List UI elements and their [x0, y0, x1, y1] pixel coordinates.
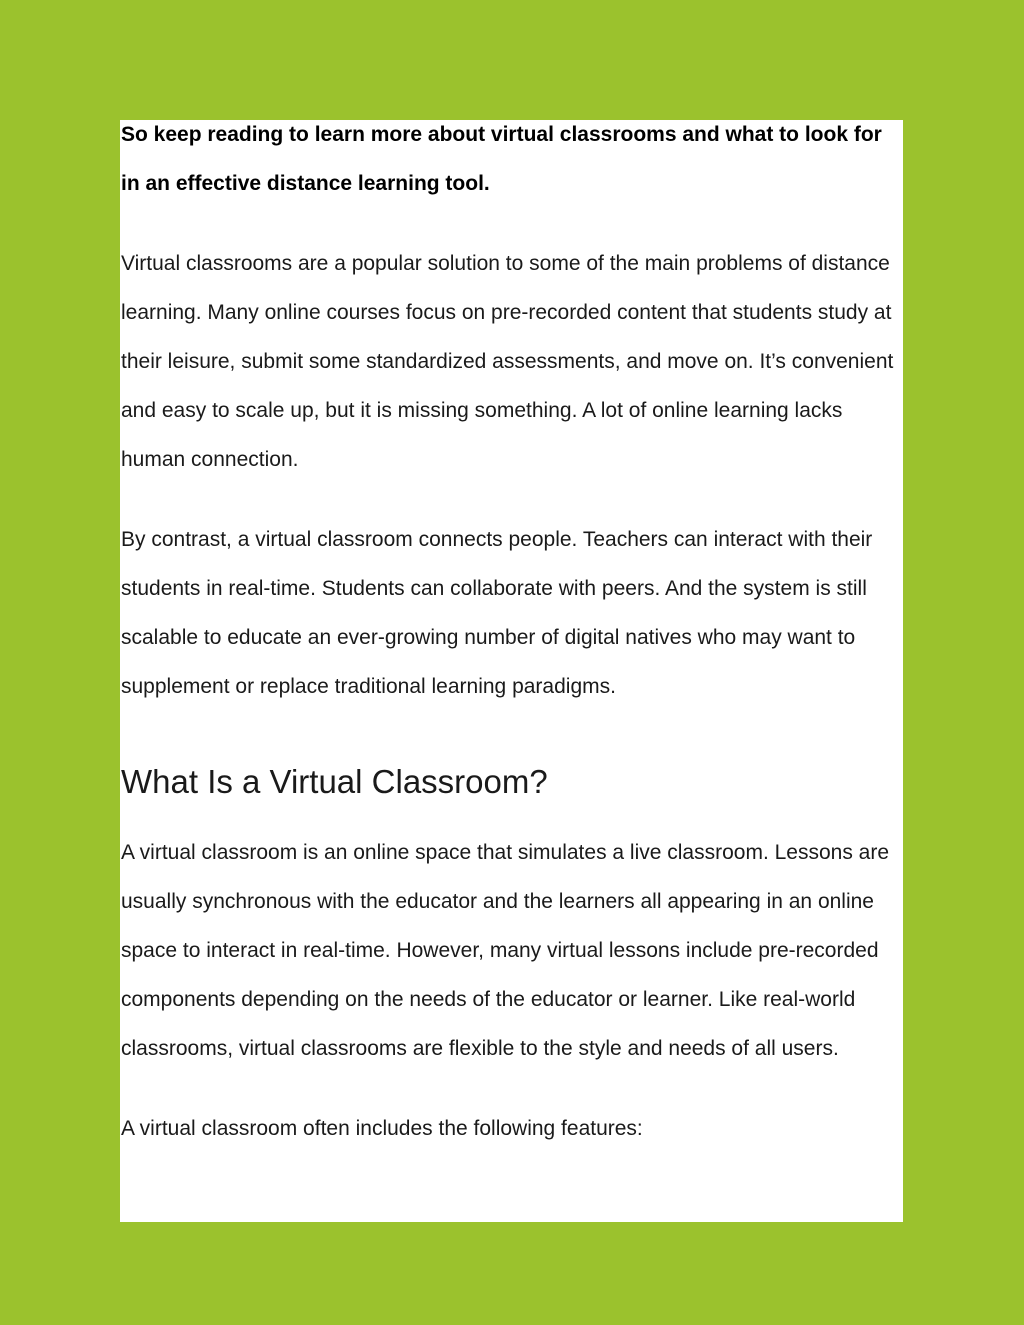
- paragraph-1: Virtual classrooms are a popular solution to some of the main problems of distance learning. Many online courses focus on pre-recorded content that students study at their leisure, submit some standardized assessments, and move on. It’s convenient and easy to scale up, but it is missing something. A lot of online learning lacks human connection.: [121, 252, 894, 471]
- paragraph-3: A virtual classroom is an online space that simulates a live classroom. Lessons are usually synchronous with the educator and the learners all appearing in an online space to interact in real-time. However, many virtual lessons include pre-recorded components depending on the needs of the educator or learner. Like real-world classrooms, virtual classrooms are flexible to the style and needs of all users.: [121, 841, 890, 1060]
- section-heading: What Is a Virtual Classroom?: [121, 763, 548, 800]
- paragraph-2: By contrast, a virtual classroom connects people. Teachers can interact with their students in real-time. Students can collaborate with peers. And the system is still scalable to educate an ever-growing number of digital natives who may want to supplement or replace traditional learning paradigms.: [121, 528, 873, 698]
- intro-paragraph: So keep reading to learn more about virtual classrooms and what to look for in an effective distance learning tool.: [121, 123, 882, 195]
- paragraph-4: A virtual classroom often includes the following features:: [121, 1117, 643, 1140]
- document-page: [120, 120, 903, 1222]
